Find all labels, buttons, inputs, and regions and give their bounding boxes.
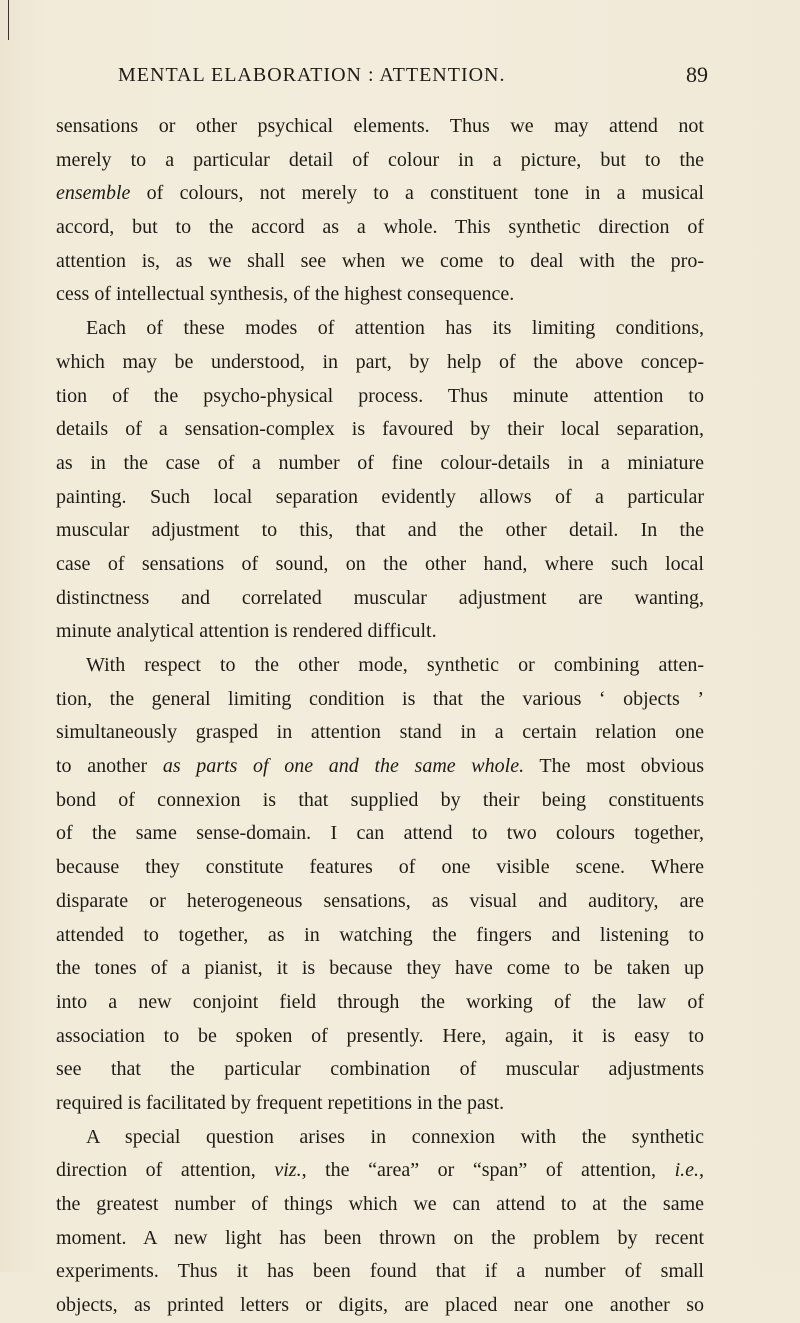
text-line — [56, 177, 704, 211]
text-line — [56, 1188, 704, 1222]
text-line — [56, 380, 704, 414]
text-line — [56, 986, 704, 1020]
running-head: MENTAL ELABORATION : ATTENTION. — [118, 64, 506, 86]
text-segment: merely to a particular detail of colour in a picture, but to the — [56, 148, 704, 171]
text-line — [56, 346, 704, 380]
text-segment: association to be spoken of presently. Here, again, it is easy to — [56, 1024, 704, 1047]
text-segment: details of a sensation-complex is favoured by their local separation, — [56, 418, 704, 441]
text-segment: experiments. Thus it has been found that if a number of small — [56, 1260, 704, 1283]
text-segment: which may be understood, in part, by help of the above concep- — [56, 350, 704, 373]
text-segment: simultaneously grasped in attention stand in a certain relation one — [56, 721, 704, 744]
text-line — [56, 413, 704, 447]
text-segment: A special question arises in connexion with the synthetic — [86, 1125, 704, 1148]
text-segment: the tones of a pianist, it is because they have come to be taken up — [56, 957, 704, 980]
italic-text: viz. — [274, 1159, 302, 1182]
text-line — [56, 245, 704, 279]
text-segment: attended to together, as in watching the fingers and listening to — [56, 923, 704, 946]
text-segment: painting. Such local separation evidently allows of a particular — [56, 485, 704, 508]
text-line — [56, 548, 704, 582]
text-segment: moment. A new light has been thrown on the problem by recent — [56, 1226, 704, 1249]
text-line — [56, 1087, 704, 1121]
text-segment: attention is, as we shall see when we come to deal with the pro- — [56, 249, 704, 272]
italic-text: as parts of one and the same whole. — [162, 755, 525, 778]
text-segment: tion of the psycho-physical process. Thus minute attention to — [56, 384, 704, 407]
text-segment: cess of intellectual synthesis, of the highest consequence. — [56, 283, 515, 306]
text-line — [56, 278, 704, 312]
text-segment: , the “area” or “span” of attention, — [301, 1159, 675, 1182]
text-line — [56, 211, 704, 245]
text-line — [56, 1121, 704, 1155]
text-segment: sensations or other psychical elements. Thus we may attend not — [56, 115, 704, 137]
text-line — [56, 1053, 704, 1087]
text-segment: the greatest number of things which we can attend to at the same — [56, 1193, 704, 1215]
text-line — [56, 447, 704, 481]
page-header — [118, 60, 708, 90]
text-line — [56, 952, 704, 986]
text-line — [56, 312, 704, 346]
text-line — [56, 885, 704, 919]
text-line — [56, 1222, 704, 1256]
text-line — [56, 1289, 704, 1323]
text-segment: of colours, not merely to a constituent tone in a musical — [130, 182, 704, 205]
text-line — [56, 615, 704, 649]
text-line — [56, 582, 704, 616]
text-segment: distinctness and correlated muscular adjustment are wanting, — [56, 586, 704, 609]
text-line — [56, 1020, 704, 1054]
italic-text: i.e. — [674, 1159, 699, 1182]
text-segment: as in the case of a number of fine colour-details in a miniature — [56, 451, 704, 474]
italic-text: ensemble — [56, 182, 131, 205]
body-text — [56, 110, 704, 1323]
page-number: 89 — [686, 62, 708, 87]
text-line — [56, 1154, 704, 1188]
text-segment: With respect to the other mode, synthetic or combining atten- — [86, 654, 704, 676]
text-segment: direction of attention, — [56, 1159, 275, 1182]
text-segment: The most obvious — [524, 755, 704, 778]
page-edge-mark — [0, 0, 9, 40]
text-line — [56, 649, 704, 683]
text-line — [56, 817, 704, 851]
text-segment: of the same sense-domain. I can attend to two colours together, — [56, 822, 704, 845]
text-segment: tion, the general limiting condition is that the various ‘ objects ’ — [56, 687, 704, 710]
text-segment: bond of connexion is that supplied by their being constituents — [56, 788, 704, 811]
text-line — [56, 110, 704, 144]
text-line — [56, 144, 704, 178]
text-segment: required is facilitated by frequent repetitions in the past. — [56, 1091, 505, 1114]
text-segment: disparate or heterogeneous sensations, as visual and auditory, are — [56, 889, 704, 912]
text-line — [56, 481, 704, 515]
text-segment: minute analytical attention is rendered difficult. — [56, 620, 437, 643]
text-line — [56, 716, 704, 750]
text-segment: because they constitute features of one visible scene. Where — [56, 856, 704, 879]
text-segment: see that the particular combination of muscular adjustments — [56, 1058, 704, 1081]
text-segment: , — [699, 1159, 704, 1182]
text-segment: objects, as printed letters or digits, are placed near one another so — [56, 1294, 704, 1317]
text-segment: accord, but to the accord as a whole. This synthetic direction of — [56, 216, 704, 239]
text-line — [56, 784, 704, 818]
text-segment: to another — [56, 755, 163, 778]
text-line — [56, 750, 704, 784]
text-line — [56, 1255, 704, 1289]
text-line — [56, 919, 704, 953]
text-line — [56, 851, 704, 885]
text-segment: Each of these modes of attention has its limiting conditions, — [86, 317, 704, 340]
text-line — [56, 514, 704, 548]
text-segment: into a new conjoint field through the working of the law of — [56, 990, 704, 1013]
text-line — [56, 683, 704, 717]
text-segment: case of sensations of sound, on the other hand, where such local — [56, 552, 704, 575]
text-segment: muscular adjustment to this, that and the other detail. In the — [56, 519, 704, 542]
